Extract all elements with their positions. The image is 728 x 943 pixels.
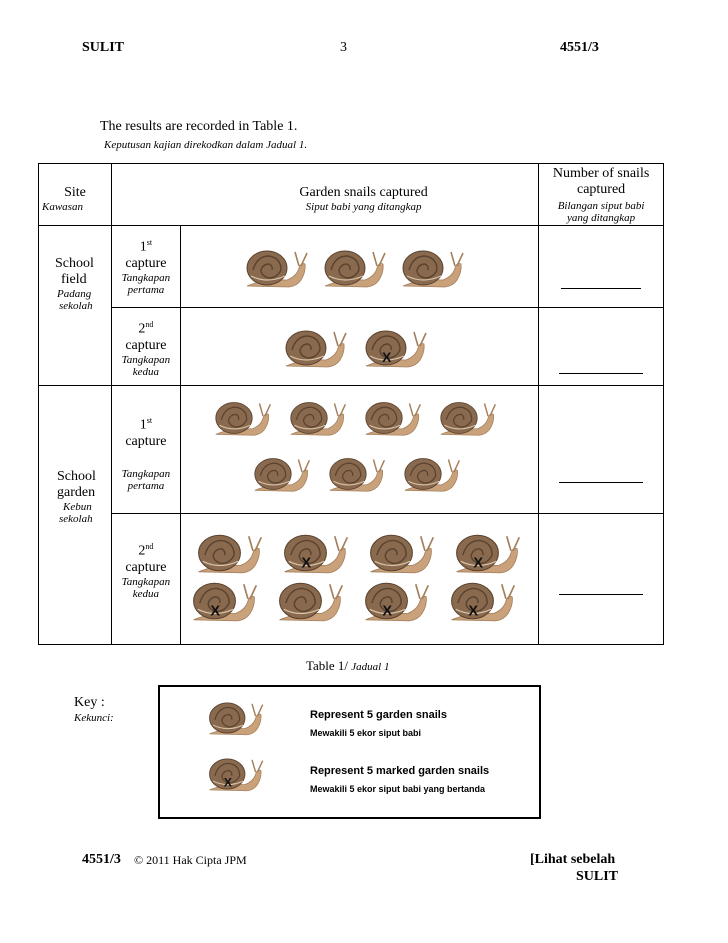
snail-icon bbox=[363, 530, 443, 576]
header-count-line2: captured bbox=[576, 182, 626, 197]
answer-blank[interactable] bbox=[559, 482, 643, 483]
snail-cell-garden-1 bbox=[180, 386, 538, 514]
table-header-row bbox=[39, 164, 664, 226]
header-snails-malay: Siput babi yang ditangkap bbox=[305, 200, 422, 213]
header-site-malay: Kawasan bbox=[42, 200, 83, 213]
results-table bbox=[38, 163, 664, 645]
site-cell-garden bbox=[39, 386, 112, 645]
count-cell bbox=[539, 386, 664, 514]
header-snails: Garden snails captured bbox=[299, 184, 428, 200]
snail-icon bbox=[322, 454, 394, 494]
snail-icon bbox=[243, 246, 313, 290]
capture-ordinal: 2nd bbox=[138, 542, 154, 559]
capture-ordinal: 2nd bbox=[138, 320, 154, 337]
paper-code: 4551/3 bbox=[560, 40, 599, 55]
capture-malay-line1: Tangkapan bbox=[121, 353, 171, 366]
snail-icon bbox=[191, 530, 271, 576]
snail-icon bbox=[272, 578, 352, 624]
snail-icon bbox=[208, 398, 280, 438]
snail-icon bbox=[399, 246, 469, 290]
answer-blank[interactable] bbox=[561, 288, 641, 289]
marked-snail-icon bbox=[186, 578, 266, 624]
footer-sulit: SULIT bbox=[576, 869, 619, 884]
page-number: 3 bbox=[340, 40, 347, 55]
footer-code: 4551/3 bbox=[82, 852, 121, 867]
header-classification: SULIT bbox=[82, 40, 125, 55]
snail-icon bbox=[397, 454, 469, 494]
site-garden-line1: School bbox=[57, 469, 96, 484]
header-count-line1: Number of snails bbox=[552, 166, 650, 181]
key-title-malay: Kekunci: bbox=[74, 712, 114, 724]
capture-cell bbox=[111, 386, 180, 514]
site-field-malay-line2: sekolah bbox=[59, 300, 93, 312]
svg-text:X: X bbox=[223, 775, 232, 790]
capture-cell bbox=[111, 226, 180, 308]
header-count-malay-line1: Bilangan siput babi bbox=[557, 200, 645, 212]
site-garden-malay-line1: Kebun bbox=[63, 501, 92, 513]
snail-icon bbox=[206, 697, 268, 739]
marked-snail-icon bbox=[206, 753, 268, 795]
key-title: Key : bbox=[74, 695, 105, 710]
table-row bbox=[39, 514, 664, 645]
count-cell bbox=[539, 514, 664, 645]
header-site: Site bbox=[64, 184, 86, 200]
table-row bbox=[39, 226, 664, 308]
marked-snail-icon bbox=[444, 578, 524, 624]
site-cell-field bbox=[39, 226, 112, 386]
capture-malay-line1: Tangkapan bbox=[121, 271, 171, 284]
snail-cell-field-2 bbox=[180, 308, 538, 386]
site-garden-malay-line2: sekolah bbox=[59, 513, 93, 525]
svg-text:X: X bbox=[210, 603, 220, 620]
snail-cell-field-1 bbox=[180, 226, 538, 308]
key-row2-label: Represent 5 marked garden snails bbox=[310, 765, 490, 777]
table-caption: Table 1/ Jadual 1 bbox=[306, 658, 390, 673]
capture-word: capture bbox=[125, 255, 167, 271]
marked-snail-icon bbox=[449, 530, 529, 576]
svg-text:X: X bbox=[301, 555, 311, 572]
marked-snail-icon bbox=[358, 578, 438, 624]
intro-text-malay: Keputusan kajian direkodkan dalam Jadual 1. bbox=[104, 139, 308, 151]
snail-icon bbox=[358, 398, 430, 438]
capture-cell bbox=[111, 514, 180, 645]
svg-text:X: X bbox=[382, 603, 392, 620]
site-field-malay-line1: Padang bbox=[57, 288, 92, 300]
capture-malay-line1: Tangkapan bbox=[121, 467, 171, 480]
capture-word: capture bbox=[125, 433, 167, 449]
key-row1-malay: Mewakili 5 ekor siput babi bbox=[310, 728, 422, 738]
capture-cell bbox=[111, 308, 180, 386]
snail-icon bbox=[281, 326, 353, 370]
footer-copyright: © 2011 Hak Cipta JPM bbox=[134, 853, 247, 867]
table-row bbox=[39, 308, 664, 386]
site-field-line1: School bbox=[55, 256, 94, 271]
svg-text:X: X bbox=[473, 555, 483, 572]
site-garden-line2: garden bbox=[57, 485, 96, 500]
svg-text:X: X bbox=[381, 349, 392, 365]
marked-snail-icon bbox=[361, 326, 433, 370]
capture-ordinal: 1st bbox=[139, 238, 153, 255]
snail-cell-garden-2 bbox=[180, 514, 538, 645]
capture-malay-line2: kedua bbox=[132, 587, 160, 600]
intro-text: The results are recorded in Table 1. bbox=[100, 119, 298, 134]
capture-word: capture bbox=[125, 559, 167, 575]
key-row1-label: Represent 5 garden snails bbox=[310, 709, 447, 721]
capture-word: capture bbox=[125, 337, 167, 353]
capture-malay-line1: Tangkapan bbox=[121, 575, 171, 588]
snail-icon bbox=[283, 398, 355, 438]
answer-blank[interactable] bbox=[559, 373, 643, 374]
footer-turn-over: [Lihat sebelah bbox=[530, 852, 616, 867]
capture-malay-line2: pertama bbox=[127, 283, 165, 296]
table-row bbox=[39, 386, 664, 514]
capture-malay-line2: pertama bbox=[127, 479, 165, 492]
capture-malay-line2: kedua bbox=[132, 365, 160, 378]
count-cell bbox=[539, 308, 664, 386]
snail-icon bbox=[247, 454, 319, 494]
answer-blank[interactable] bbox=[559, 594, 643, 595]
marked-snail-icon bbox=[277, 530, 357, 576]
snail-icon bbox=[321, 246, 391, 290]
site-field-line2: field bbox=[61, 272, 87, 287]
count-cell bbox=[539, 226, 664, 308]
header-count-malay-line2: yang ditangkap bbox=[567, 212, 636, 224]
snail-icon bbox=[433, 398, 505, 438]
svg-text:X: X bbox=[468, 603, 478, 620]
key-box bbox=[158, 685, 541, 819]
key-row2-malay: Mewakili 5 ekor siput babi yang bertanda bbox=[310, 784, 486, 794]
capture-ordinal: 1st bbox=[139, 416, 153, 433]
